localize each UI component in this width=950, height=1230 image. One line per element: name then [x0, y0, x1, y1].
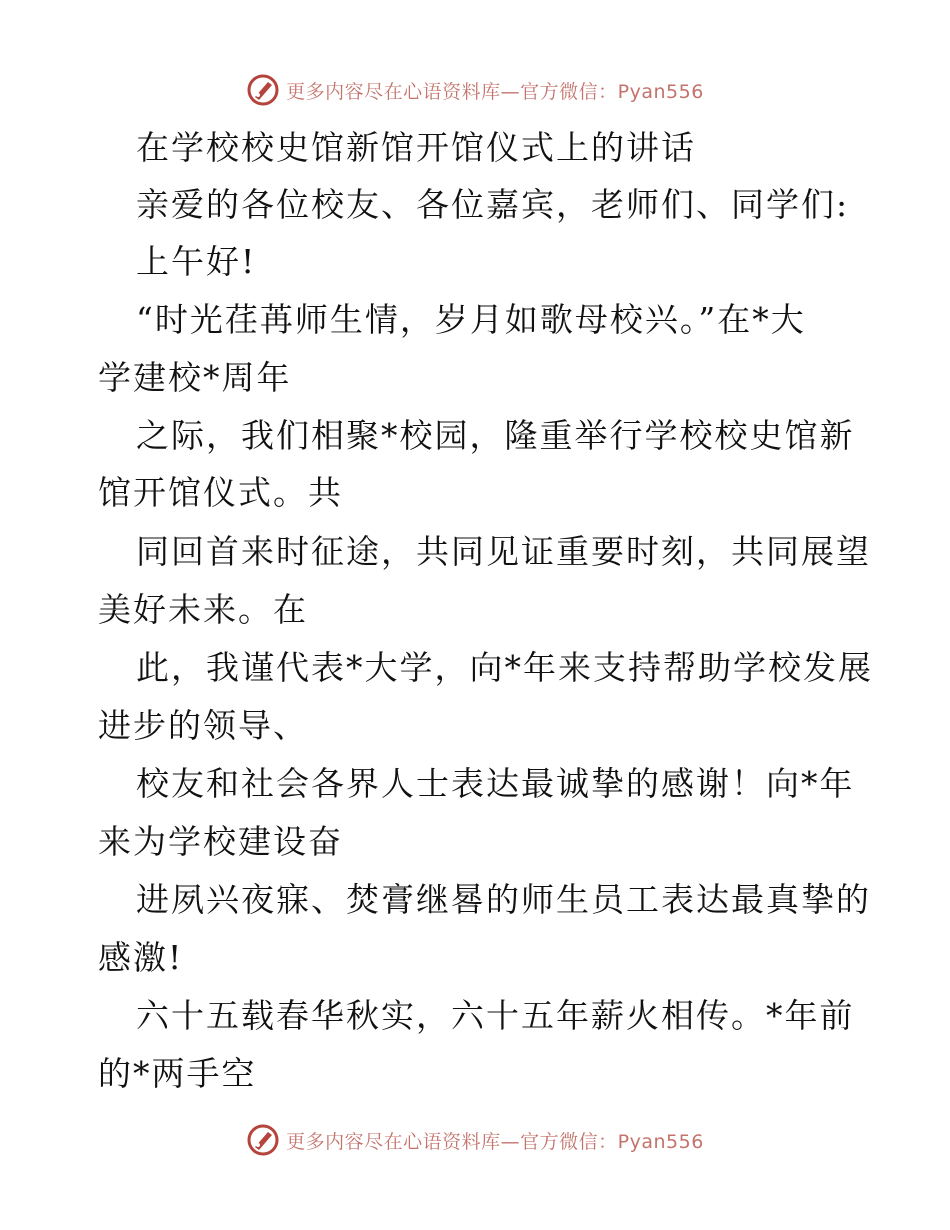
paragraph-line: 来为学校建设奋 — [98, 822, 343, 861]
footer-banner — [0, 1120, 950, 1160]
paragraph-line: 同回首来时征途，共同见证重要时刻，共同展望 — [136, 532, 871, 571]
pen-logo-icon — [246, 1123, 280, 1157]
paragraph-line: 进步的领导、 — [98, 706, 308, 745]
paragraph-line: 进夙兴夜寐、焚膏继晷的师生员工表达最真挚的 — [136, 880, 871, 919]
paragraph-line: 之际，我们相聚*校园，隆重举行学校校史馆新 — [136, 416, 855, 455]
paragraph-line: “时光荏苒师生情，岁月如歌母校兴。”在*大 — [136, 300, 806, 339]
paragraph-line: 校友和社会各界人士表达最诚挚的感谢！向*年 — [136, 764, 855, 803]
header-banner — [0, 70, 950, 110]
paragraph-line: 学建校*周年 — [98, 358, 292, 397]
paragraph-line: 的*两手空 — [98, 1054, 257, 1093]
pen-logo-icon — [246, 73, 280, 107]
greeting: 上午好! — [136, 242, 257, 281]
paragraph-line: 馆开馆仪式。共 — [98, 473, 343, 512]
salutation: 亲爱的各位校友、各位嘉宾，老师们、同学们: — [136, 185, 850, 224]
paragraph-line: 六十五载春华秋实，六十五年薪火相传。*年前 — [136, 996, 855, 1035]
paragraph-line: 此，我谨代表*大学，向*年来支持帮助学校发展 — [136, 648, 873, 687]
paragraph-line: 美好未来。在 — [98, 590, 308, 629]
document-title: 在学校校史馆新馆开馆仪式上的讲话 — [136, 128, 696, 167]
footer-banner-text: 更多内容尽在心语资料库—官方微信：Pyan556 — [286, 1130, 704, 1153]
paragraph-line: 感激! — [98, 938, 184, 977]
header-banner-text: 更多内容尽在心语资料库—官方微信：Pyan556 — [286, 80, 704, 103]
